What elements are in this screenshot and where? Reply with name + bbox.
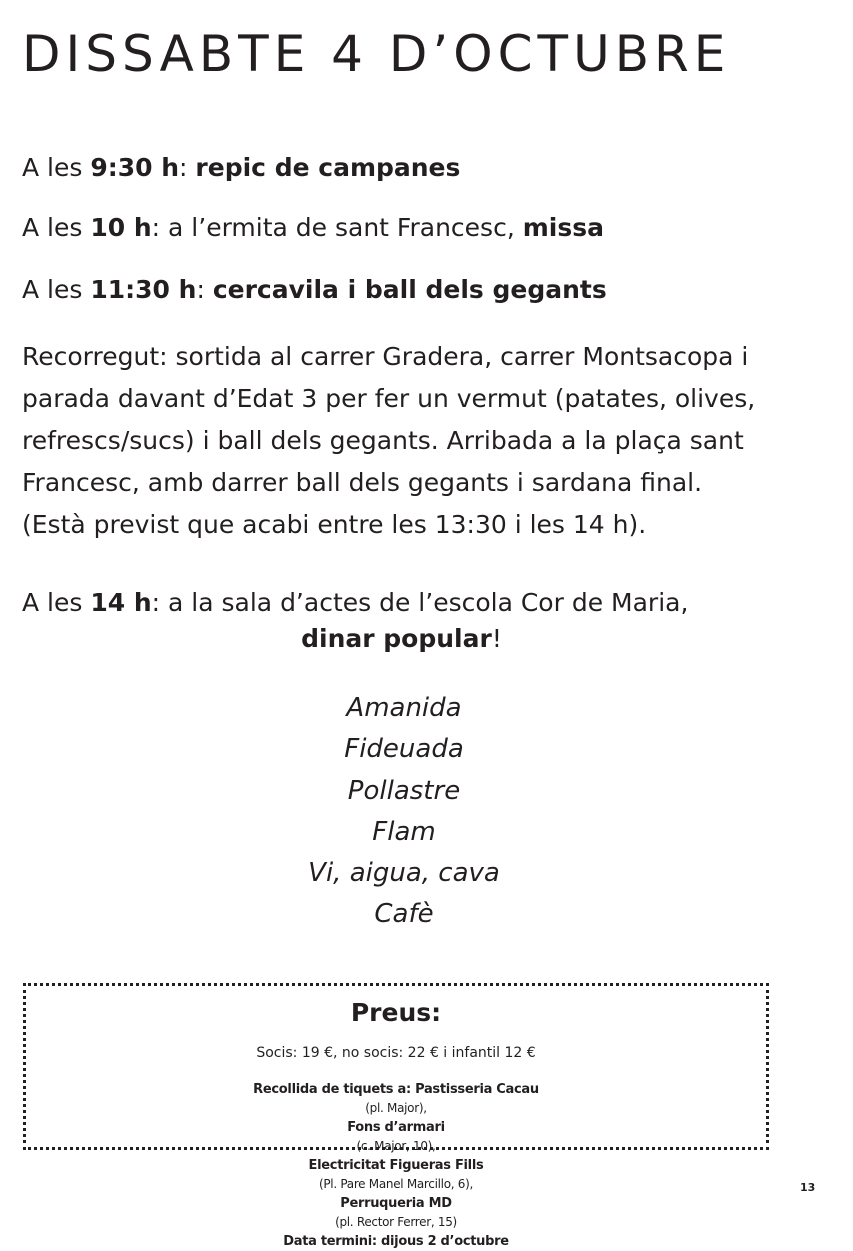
event-time: 11:30 h — [90, 275, 197, 304]
route-line: Francesc, amb darrer ball dels gegants i sardana final. — [22, 468, 703, 497]
event-time: 9:30 h — [90, 153, 180, 182]
route-line: Recorregut: sortida al carrer Gradera, carrer Montsacopa i — [22, 342, 749, 371]
lunch-highlight-line — [0, 619, 803, 659]
route-description — [22, 336, 822, 546]
shop-address: (pl. Major), — [365, 1101, 427, 1115]
pickup-line — [26, 1156, 766, 1232]
event-separator: : — [196, 275, 213, 304]
event-separator: : — [179, 153, 196, 182]
event-text: a la sala d’actes de l’escola Cor de Maria, — [168, 588, 689, 617]
page-title: DISSABTE 4 D’OCTUBRE — [22, 25, 731, 83]
event-prefix: A les — [22, 275, 91, 304]
menu-item: Flam — [372, 816, 436, 847]
shop-name: Perruqueria MD — [340, 1196, 452, 1211]
pickup-line — [26, 1232, 766, 1251]
page-number: 13 — [800, 1181, 816, 1194]
route-line: refrescs/sucs) i ball dels gegants. Arribada a la plaça sant — [22, 426, 744, 455]
menu-item: Fideuada — [344, 734, 464, 765]
event-prefix: A les — [22, 588, 91, 617]
deadline: Data termini: dijous 2 d’octubre — [283, 1234, 509, 1249]
lunch-highlight: dinar popular — [301, 624, 492, 653]
shop-name: Pastisseria Cacau — [415, 1082, 539, 1097]
event-mass — [22, 208, 604, 248]
prices-box — [23, 983, 769, 1249]
event-parade — [22, 270, 607, 310]
shop-name: Electricitat Figueras Fills — [308, 1158, 484, 1173]
shop-address: (pl. Rector Ferrer, 15) — [335, 1215, 457, 1229]
event-separator: : — [151, 213, 169, 242]
lunch-exclamation: ! — [491, 624, 502, 653]
event-prefix: A les — [22, 213, 91, 242]
event-highlight: repic de campanes — [195, 153, 461, 182]
menu-item: Amanida — [346, 693, 462, 723]
event-time: 14 h — [90, 588, 152, 617]
event-separator: : — [151, 588, 169, 617]
route-line: (Està previst que acabi entre les 13:30 i les 14 h). — [22, 510, 647, 539]
event-lunch — [22, 583, 688, 623]
menu-item: Cafè — [374, 899, 434, 930]
shop-name: Fons d’armari — [347, 1120, 445, 1135]
shop-address: (Pl. Pare Manel Marcillo, 6), — [318, 1177, 474, 1191]
prices-line: Socis: 19 €, no socis: 22 € i infantil 12 € — [256, 1045, 536, 1061]
lunch-menu — [0, 688, 808, 936]
event-time: 10 h — [90, 213, 152, 242]
menu-item: Pollastre — [347, 775, 461, 806]
event-bell-ringing — [22, 148, 460, 188]
event-prefix: A les — [22, 153, 91, 182]
event-highlight: missa — [522, 213, 604, 242]
prices-heading: Preus: — [350, 998, 442, 1027]
event-text: a l’ermita de sant Francesc, — [168, 213, 523, 242]
menu-item: Vi, aigua, cava — [308, 858, 500, 889]
ticket-pickup-info — [26, 1080, 766, 1251]
route-line: parada davant d’Edat 3 per fer un vermut (patates, olives, — [22, 384, 756, 413]
event-highlight: cercavila i ball dels gegants — [212, 275, 607, 304]
pickup-label: Recollida de tiquets a: — [253, 1082, 416, 1097]
pickup-line — [26, 1080, 766, 1156]
shop-address: (c. Major, 10), — [356, 1139, 436, 1153]
